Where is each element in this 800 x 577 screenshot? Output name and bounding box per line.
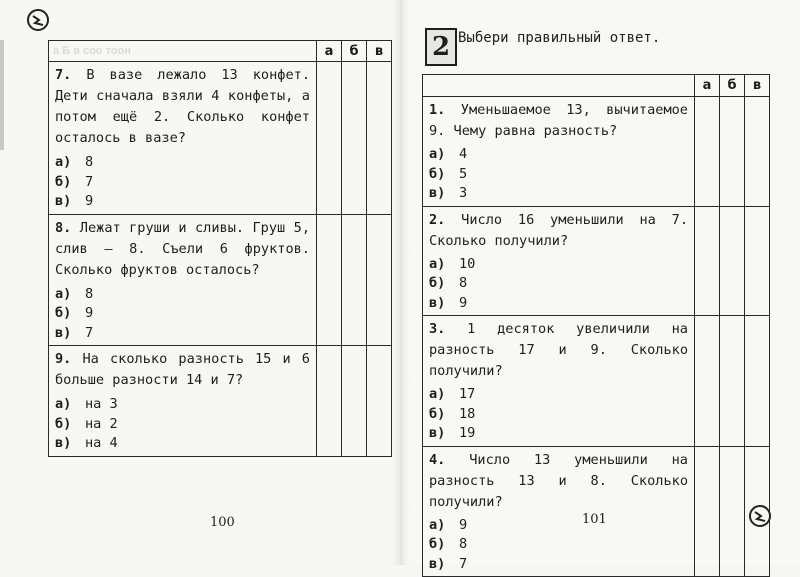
question-row-2 <box>423 206 770 316</box>
answer-box-a[interactable] <box>695 206 720 316</box>
option-letter: б) <box>55 305 72 321</box>
page-number-left: 100 <box>210 515 235 530</box>
option-v <box>55 434 310 454</box>
question-row-8 <box>49 214 392 346</box>
option-value: 9 <box>459 516 468 533</box>
answer-box-b[interactable] <box>720 316 745 447</box>
option-letter: а) <box>429 386 446 402</box>
question-cell <box>49 214 317 346</box>
question-number: 1. <box>429 102 446 118</box>
answer-box-b[interactable] <box>342 62 367 215</box>
option-value: 5 <box>459 165 468 182</box>
option-value: 8 <box>85 285 94 302</box>
book-gutter <box>392 0 410 565</box>
answer-box-b[interactable] <box>342 214 367 346</box>
option-value: 8 <box>459 275 468 291</box>
task-instruction: Выбери правильный ответ. <box>458 30 661 46</box>
header-faded-cell: а Б в соо тоон <box>49 41 317 62</box>
option-letter: в) <box>429 185 446 201</box>
option-value: 19 <box>459 425 476 441</box>
option-b <box>429 535 688 555</box>
answer-box-v[interactable] <box>367 62 392 215</box>
option-a <box>55 285 310 305</box>
option-b <box>429 165 688 185</box>
option-b <box>55 304 310 324</box>
task-number-badge: 2 <box>425 28 457 66</box>
option-letter: а) <box>429 146 446 162</box>
answer-box-b[interactable] <box>720 206 745 316</box>
page-number-right: 101 <box>582 512 607 527</box>
option-letter: б) <box>429 275 446 291</box>
option-letter: б) <box>429 405 446 422</box>
publisher-logo-icon <box>748 504 772 528</box>
answer-box-v[interactable] <box>745 206 770 316</box>
option-value: 17 <box>459 386 476 402</box>
question-text <box>429 100 688 142</box>
column-v-header: в <box>745 75 770 97</box>
question-cell <box>49 62 317 215</box>
answer-box-b[interactable] <box>720 446 745 577</box>
option-value: 7 <box>459 555 468 572</box>
answer-box-a[interactable] <box>695 316 720 447</box>
header-blank-cell <box>423 75 695 97</box>
question-number: 2. <box>429 211 446 228</box>
option-letter: а) <box>55 285 72 302</box>
question-body: Число 13 уменьшили на разность 13 и 8. Сколько получили? <box>429 451 688 510</box>
answer-box-a[interactable] <box>695 97 720 207</box>
question-row-1 <box>423 97 770 207</box>
question-row-3 <box>423 316 770 447</box>
answer-box-v[interactable] <box>367 214 392 346</box>
option-b <box>55 173 310 193</box>
question-row-9 <box>49 346 392 457</box>
option-b <box>55 415 310 435</box>
question-body: В вазе лежало 13 конфет. Дети сначала взяли 4 конфеты, а потом ещё 2. Сколько конфет осталось в вазе? <box>55 67 311 146</box>
option-value: 9 <box>85 305 94 321</box>
option-value: 8 <box>459 536 468 552</box>
option-v <box>55 324 310 344</box>
option-value: на 2 <box>85 415 118 432</box>
option-a <box>55 395 310 415</box>
option-a <box>55 153 310 173</box>
answer-box-b[interactable] <box>720 97 745 207</box>
option-letter: б) <box>55 415 72 432</box>
option-letter: а) <box>429 516 446 533</box>
left-answer-table <box>48 40 392 457</box>
option-value: на 4 <box>85 435 118 451</box>
option-letter: в) <box>429 555 446 572</box>
answer-box-a[interactable] <box>317 214 342 346</box>
question-cell <box>423 316 695 447</box>
question-number: 9. <box>55 351 72 367</box>
option-a <box>429 516 688 536</box>
option-v <box>55 192 310 212</box>
option-letter: б) <box>55 173 72 190</box>
option-letter: а) <box>55 396 72 412</box>
option-value: 10 <box>459 255 476 272</box>
question-row-7 <box>49 62 392 215</box>
question-number: 4. <box>429 451 446 468</box>
column-a-header: а <box>695 75 720 97</box>
option-v <box>429 294 688 314</box>
option-value: 3 <box>459 185 468 201</box>
publisher-logo-icon <box>26 8 50 32</box>
option-letter: в) <box>429 294 446 311</box>
answer-box-a[interactable] <box>695 446 720 577</box>
question-text <box>429 319 688 382</box>
option-value: 18 <box>459 405 476 422</box>
column-b-header: б <box>342 41 367 62</box>
option-value: 4 <box>459 146 468 162</box>
question-text <box>55 65 310 149</box>
option-v <box>429 555 688 575</box>
question-body: Число 16 уменьшили на 7. Сколько получили? <box>429 211 689 249</box>
option-letter: в) <box>55 435 72 451</box>
question-cell <box>49 346 317 457</box>
answer-box-a[interactable] <box>317 346 342 457</box>
option-value: 7 <box>85 324 94 341</box>
option-value: 7 <box>85 173 94 190</box>
question-text <box>55 349 310 391</box>
option-v <box>429 424 688 444</box>
table-header-row <box>423 75 770 97</box>
option-letter: а) <box>55 154 72 170</box>
column-v-header: в <box>367 41 392 62</box>
question-text <box>429 210 688 252</box>
question-number: 3. <box>429 321 446 337</box>
option-letter: а) <box>429 255 446 272</box>
question-cell <box>423 206 695 316</box>
option-value: на 3 <box>85 396 118 412</box>
answer-box-a[interactable] <box>317 62 342 215</box>
question-body: На сколько разность 15 и 6 больше разности 14 и 7? <box>55 351 310 388</box>
question-body: 1 десяток увеличили на разность 17 и 9. Сколько получили? <box>429 321 688 379</box>
option-a <box>429 145 688 165</box>
option-a <box>429 385 688 405</box>
option-letter: в) <box>55 193 72 209</box>
question-number: 7. <box>55 67 72 83</box>
question-text <box>55 218 310 281</box>
option-value: 9 <box>459 294 468 311</box>
answer-box-v[interactable] <box>367 346 392 457</box>
question-text <box>429 450 688 513</box>
column-b-header: б <box>720 75 745 97</box>
question-number: 8. <box>55 219 72 236</box>
question-cell <box>423 97 695 207</box>
option-value: 9 <box>85 193 94 209</box>
answer-box-b[interactable] <box>342 346 367 457</box>
option-b <box>429 405 688 425</box>
question-cell <box>423 446 695 577</box>
answer-box-v[interactable] <box>745 97 770 207</box>
column-a-header: а <box>317 41 342 62</box>
question-body: Лежат груши и сливы. Груш 5, слив — 8. Съели 6 фруктов. Сколько фруктов осталось? <box>55 219 311 278</box>
option-value: 8 <box>85 154 94 170</box>
answer-box-v[interactable] <box>745 316 770 447</box>
option-letter: б) <box>429 165 446 182</box>
option-b <box>429 274 688 294</box>
option-a <box>429 255 688 275</box>
option-letter: в) <box>55 324 72 341</box>
option-letter: б) <box>429 536 446 552</box>
table-header-row <box>49 41 392 62</box>
option-v <box>429 184 688 204</box>
right-answer-table <box>422 74 770 577</box>
question-body: Уменьшаемое 13, вычитаемое 9. Чему равна разность? <box>429 102 688 139</box>
option-letter: в) <box>429 425 446 441</box>
page-edge-shadow <box>0 40 4 150</box>
